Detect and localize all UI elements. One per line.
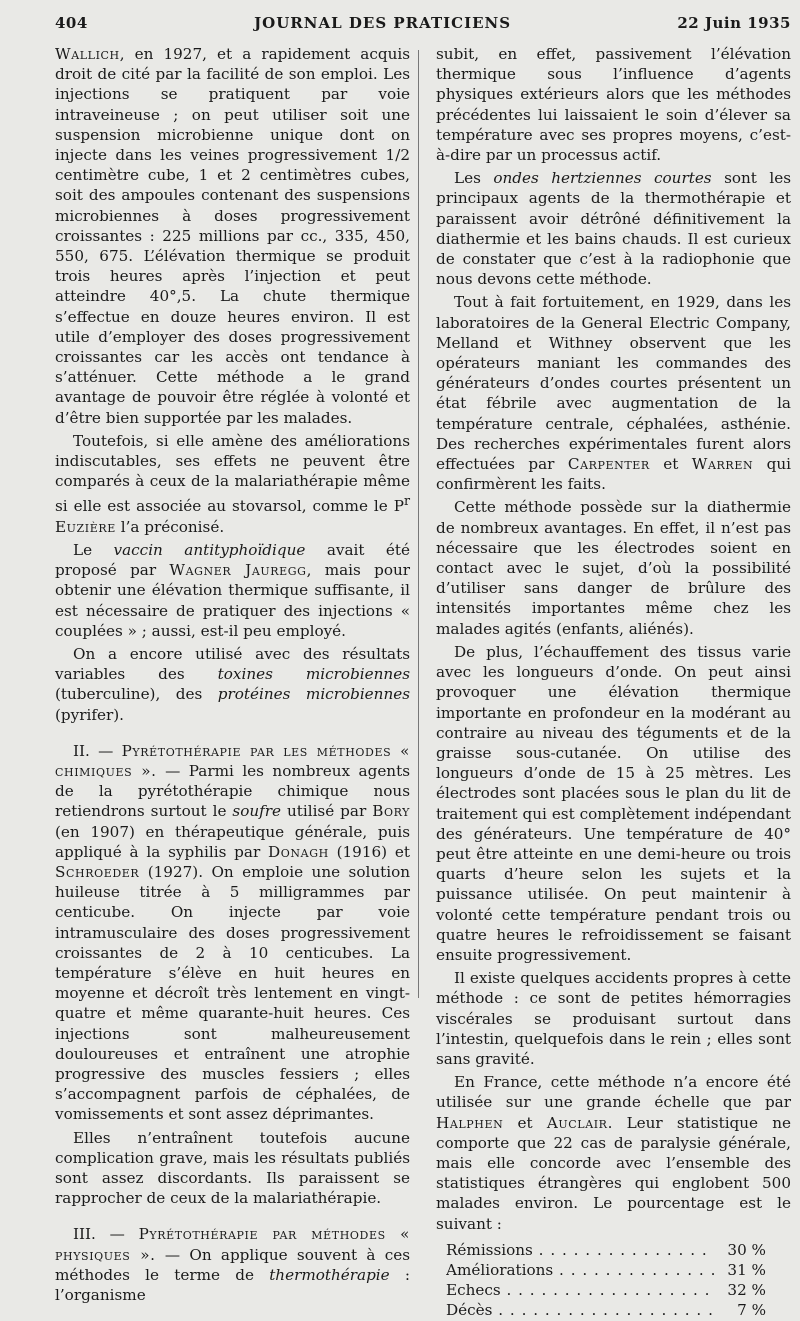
paragraph <box>436 44 791 165</box>
statistics-label: Améliorations . . . <box>446 1260 714 1280</box>
issue-date: 22 Juin 1935 <box>677 14 791 32</box>
paragraph-text: En France, cette méthode n’a encore été utilisée sur une grande échelle que par <box>436 1073 791 1112</box>
paragraph-text: . Leur statistique ne comporte que 22 cas de paralysie générale, mais elle concorde avec l’ensemble des statistiques étrangères qui englobent 500 malades environ. Le pourcentage est le suivant : <box>436 1113 792 1233</box>
statistics-row <box>446 1300 766 1320</box>
paragraph <box>436 642 791 965</box>
superscript: r <box>403 493 410 509</box>
paragraph <box>55 540 410 641</box>
paragraph <box>55 431 410 537</box>
paragraph-text: (1916) et <box>328 842 411 861</box>
paragraph-text: (1927). On emploie une solution huileuse titrée à 5 milligrammes par centicube. On injecte par voie intramusculaire des doses progressivement croissantes de 2 à 10 centicubes. La température s’élève en huit heures en moyenne et décroît très lentement en vingt-quatre et même quarante-huit heures. Ces injections sont malheureusement douloureuses et entraînent une atrophie progressive des muscles fessiers ; elles s’accompagnent parfois de céphalées, de vomissements et sont assez déprimantes. <box>55 862 410 1124</box>
paragraph-text: qui confirmèrent les faits. <box>436 455 791 494</box>
statistics-label: Décès . . . <box>446 1300 714 1320</box>
paragraph <box>55 44 410 428</box>
section-title: Pyrétothérapie par méthodes « physiques ». <box>55 1225 410 1264</box>
paragraph <box>436 968 791 1069</box>
paragraph-text: : l’organisme <box>55 1265 411 1305</box>
statistics-value: 30 % <box>727 1240 766 1259</box>
author-name: Auclair <box>546 1113 608 1132</box>
section-heading-paragraph <box>55 1224 410 1305</box>
paragraph <box>436 292 791 494</box>
paragraph-text: sont les principaux agents de la thermothérapie et paraissent avoir détrôné définitivement la diathermie et les bains chauds. Il est curieux de constater que c’est à la radiophonie que nous devons cette méthode. <box>436 169 791 289</box>
paragraph <box>436 497 791 638</box>
italic-term: soufre <box>232 802 281 821</box>
paragraph-text: et <box>503 1113 547 1132</box>
author-name: Donagh <box>268 842 329 861</box>
paragraph-text: Les <box>454 169 494 188</box>
author-name: Warren <box>691 455 754 474</box>
italic-term: vaccin antityphoïdique <box>113 540 306 559</box>
italic-term: thermothérapie <box>269 1265 390 1284</box>
author-name: Wagner Jauregg <box>169 561 307 580</box>
column-divider <box>418 50 419 998</box>
paragraph <box>436 168 791 289</box>
article-columns <box>55 44 791 1321</box>
page-header <box>55 14 791 32</box>
section-number: III. — <box>73 1225 139 1244</box>
paragraph <box>436 1072 791 1234</box>
paragraph-text: On a encore utilisé avec des résultats variables des <box>55 644 410 684</box>
paragraph <box>55 644 410 725</box>
italic-term: ondes hertziennes courtes <box>493 169 712 188</box>
paragraph-text: — On applique souvent à ces méthodes le terme de <box>55 1245 410 1284</box>
statistics-table <box>446 1240 766 1321</box>
paragraph-text: utilisé par <box>281 802 373 821</box>
statistics-row <box>446 1240 766 1260</box>
left-column <box>55 44 410 1321</box>
paragraph-text: , mais pour obtenir une élévation thermique suffisante, il est nécessaire de pratiquer des injections « couplées » ; aussi, est-il peu employé. <box>55 561 411 640</box>
page-number: 404 <box>55 14 88 32</box>
right-column <box>436 44 791 1321</box>
paragraph-text: De plus, l’échauffement des tissus varie avec les longueurs d’onde. On peut ainsi provoquer une élévation thermique importante en profondeur en la modérant au contraire au niveau des téguments et de la graisse sous-cutanée. On utilise des longueurs d’onde de 15 à 25 mètres. Les électrodes sont placées sous le plan du lit de traitement qui est complètement indépendant des générateurs. Une température de 40° peut être atteinte en une demi-heure ou trois quarts d’heure selon les sujets et la puissance utilisée. On peut maintenir à volonté cette température pendant trois ou quatre heures le refroidissement se faisant ensuite progressivement. <box>436 642 791 964</box>
author-name: Halphen <box>436 1113 504 1132</box>
section-number: II. — <box>73 741 122 760</box>
section-heading-paragraph <box>55 741 410 1125</box>
paragraph-text: (en 1907) en thérapeutique générale, puis appliqué à la syphilis par <box>55 822 410 861</box>
statistics-value: 32 % <box>727 1281 766 1300</box>
paragraph-text: Tout à fait fortuitement, en 1929, dans les laboratoires de la General Electric Company, Melland et Withney observent que les opérateurs maniant les commandes des générateurs d’ondes courtes présentent un état fébrile avec augmentation de la température centrale, céphalées, asthénie. Des recherches expérimentales furent alors effectuées par <box>436 293 791 474</box>
statistics-label: Rémissions . . . <box>446 1240 714 1260</box>
statistics-label: Echecs . . . <box>446 1280 714 1300</box>
paragraph-text: Cette méthode possède sur la diathermie de nombreux avantages. En effet, il n’est pas nécessaire que les électrodes soient en contact avec le sujet, d’où la possibilité d’utiliser sans danger de brûlure des intensités importantes même chez les malades agités (enfants, aliénés). <box>436 498 791 638</box>
statistics-value: 7 % <box>737 1301 766 1320</box>
italic-term: protéines microbiennes <box>217 685 411 704</box>
author-name: Carpenter <box>567 455 650 474</box>
paragraph-text: (tuberculine), des <box>55 685 218 704</box>
paragraph-text: Le <box>73 540 114 559</box>
statistics-value: 31 % <box>727 1260 766 1279</box>
paragraph-text: Elles n’entraînent toutefois aucune complication grave, mais les résultats publiés sont assez discordants. Ils paraissent se rapprocher de ceux de la malariathérapie. <box>55 1128 410 1208</box>
author-name: Bory <box>372 802 410 821</box>
paragraph-text: et <box>649 455 692 474</box>
paragraph-text: , en 1927, et a rapidement acquis droit de cité par la facilité de son emploi. Les injections se pratiquent par voie intraveineuse ; on peut utiliser soit une suspension microbienne unique dont on injecte dans les veines progressivement 1/2 centimètre cube, 1 et 2 centimètres cubes, soit des ampoules contenant des suspensions microbiennes à doses progressivement croissantes : 225 millions par cc., 335, 450, 550, 675. L’élévation thermique se produit trois heures après l’injection et peut atteindre 40°,5. La chute thermique s’effectue en douze heures environ. Il est utile d’employer des doses progressivement croissantes car les accès ont tendance à s’atténuer. Cette méthode a le grand avantage de pouvoir être réglée à volonté et d’être bien supportée par les malades. <box>55 45 410 427</box>
journal-title: JOURNAL DES PRATICIENS <box>254 14 512 32</box>
author-name: Schroeder <box>55 862 140 881</box>
paragraph-text: avait été proposé par <box>55 540 411 580</box>
statistics-row <box>446 1280 766 1300</box>
paragraph <box>55 1128 410 1209</box>
section-title: Pyrétothérapie par les méthodes « chimiques ». <box>55 741 410 780</box>
statistics-row <box>446 1260 766 1280</box>
paragraph-text: subit, en effet, passivement l’élévation thermique sous l’influence d’agents physiques extérieurs alors que les méthodes précédentes lui laissaient le soin d’élever sa température avec ses propres moyens, c’est-à-dire par un processus actif. <box>436 45 791 165</box>
italic-term: toxines microbiennes <box>217 665 410 684</box>
paragraph-text: Toutefois, si elle amène des améliorations indiscutables, ses effets ne peuvent être comparés à ceux de la malariathérapie même si elle est associée au stovarsol, comme le P <box>55 431 410 516</box>
paragraph-text: Il existe quelques accidents propres à cette méthode : ce sont de petites hémorragies viscérales se produisant surtout dans l’intestin, quelquefois dans le rein ; elles sont sans gravité. <box>436 969 791 1068</box>
paragraph-text: l’a préconisé. <box>115 517 225 536</box>
paragraph-text: — Parmi les nombreux agents de la pyrétothérapie chimique nous retiendrons surtout le <box>55 761 410 821</box>
author-name: Euzière <box>55 517 116 536</box>
author-name: Wallich <box>55 45 120 63</box>
paragraph-text: (pyrifer). <box>55 705 124 724</box>
